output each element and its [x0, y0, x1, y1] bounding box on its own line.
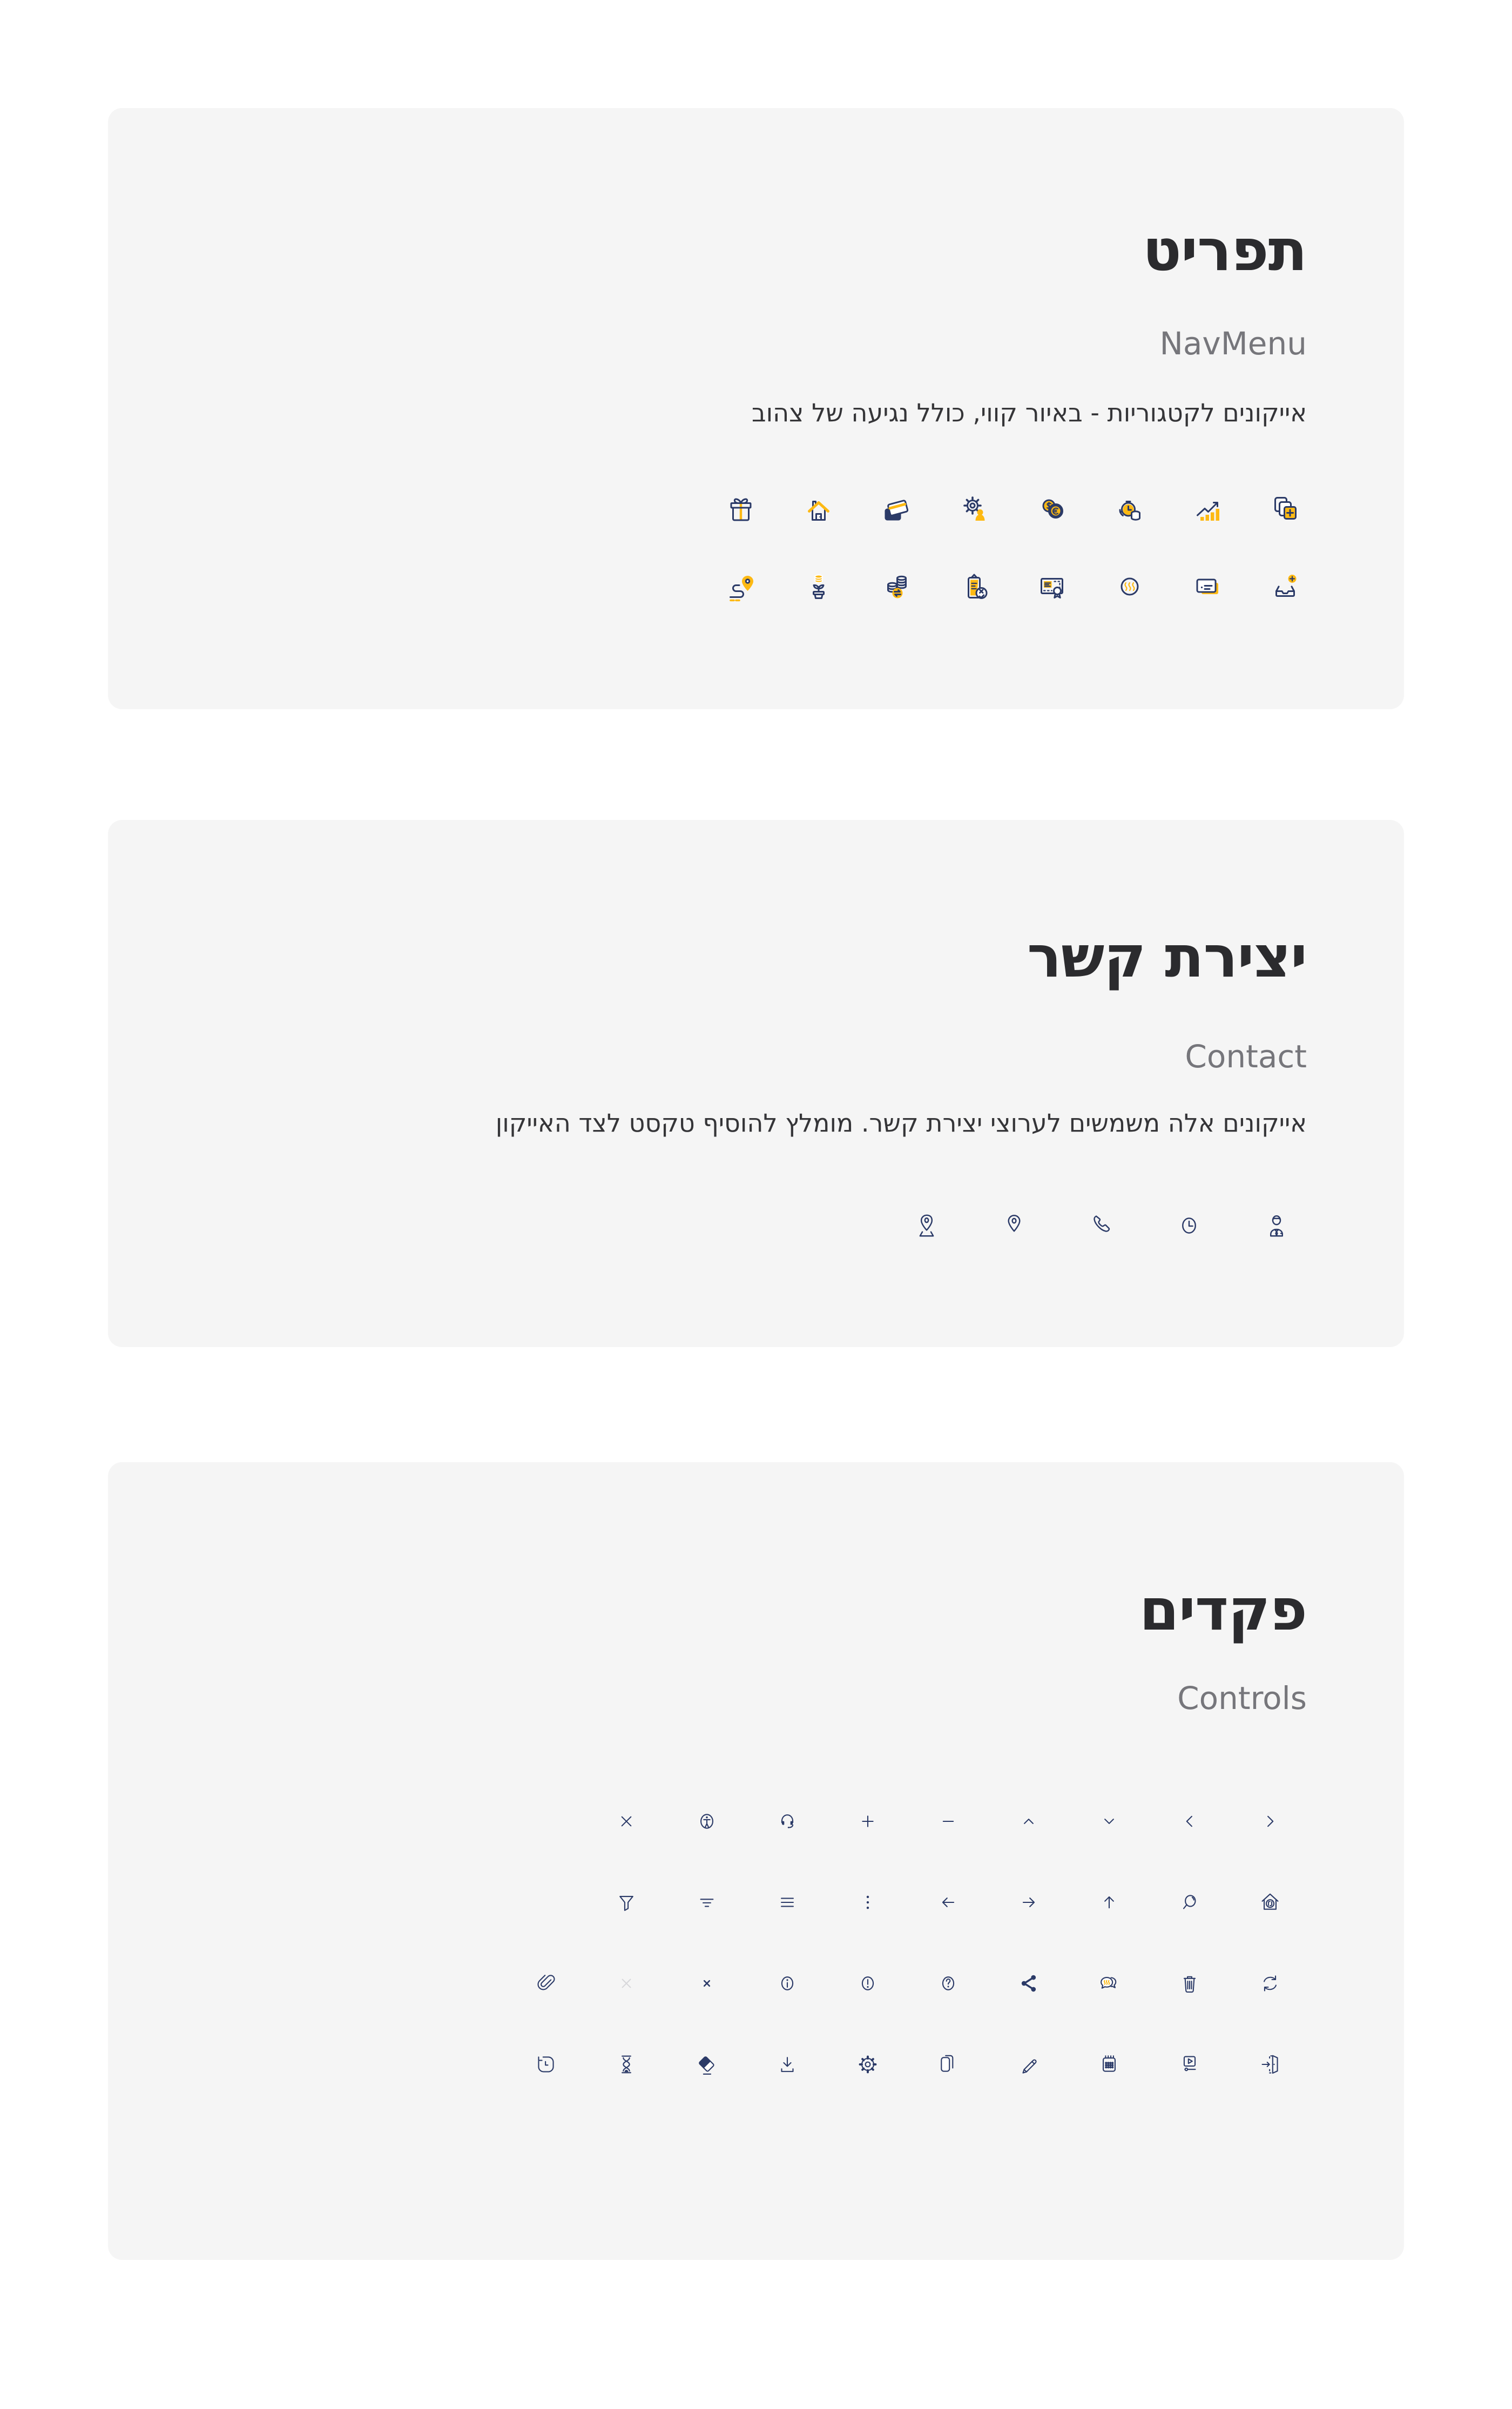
calendar-icon	[1069, 2047, 1149, 2082]
section-description: אייקונים אלה משמשים לערוצי יצירת קשר. מומלץ להוסיף טקסט לצד האייקון	[495, 1108, 1307, 1138]
stopwatch-coins-icon	[1091, 492, 1169, 526]
section-navmenu	[108, 108, 1404, 709]
house-icon	[780, 492, 858, 526]
section-description: אייקונים לקטגוריות - באיור קווי, כולל נגיעה של צהוב	[751, 398, 1307, 427]
chevron-up-icon	[988, 1804, 1069, 1839]
info-icon	[747, 1966, 827, 2001]
icon-row	[108, 569, 1404, 604]
section-controls	[108, 1462, 1404, 2260]
refresh-icon	[1230, 1966, 1310, 2001]
inbox-add-icon	[1246, 569, 1324, 604]
kebab-menu-icon	[827, 1885, 908, 1920]
icon-row	[108, 492, 1404, 526]
agent-icon	[1233, 1208, 1320, 1243]
copy-add-icon	[1246, 492, 1324, 526]
currency-coins-icon	[1013, 492, 1091, 526]
accessibility-icon	[666, 1804, 747, 1839]
eraser-icon	[666, 2047, 747, 2082]
chevron-right-icon	[1230, 1804, 1310, 1839]
phone-icon	[1058, 1208, 1145, 1243]
arrow-right-icon	[988, 1885, 1069, 1920]
close-icon	[586, 1804, 666, 1839]
filter-lines-icon	[666, 1885, 747, 1920]
coins-transfer-icon	[858, 569, 935, 604]
icon-row	[108, 2047, 1404, 2082]
alert-icon	[827, 1966, 908, 2001]
headset-icon	[747, 1804, 827, 1839]
hourglass-icon	[586, 2047, 666, 2082]
gift-icon	[702, 492, 780, 526]
plus-icon	[827, 1804, 908, 1839]
chevron-down-icon	[1069, 1804, 1149, 1839]
icon-grid	[108, 492, 1404, 604]
arrow-up-icon	[1069, 1885, 1149, 1920]
icon-row	[108, 1885, 1404, 1920]
shekel-circle-icon	[1091, 569, 1169, 604]
card-list-icon	[1169, 569, 1246, 604]
question-icon	[908, 1966, 988, 2001]
section-subtitle: Contact	[1185, 1038, 1307, 1075]
share-icon	[988, 1966, 1069, 2001]
door-enter-icon	[1230, 2047, 1310, 2082]
settings-icon	[827, 2047, 908, 2082]
section-subtitle: Controls	[1177, 1680, 1307, 1717]
map-pin-icon	[970, 1208, 1058, 1243]
search-icon	[1149, 1885, 1230, 1920]
section-title: פקדים	[1139, 1577, 1307, 1643]
route-pin-icon	[702, 569, 780, 604]
gear-user-icon	[935, 492, 1013, 526]
section-subtitle: NavMenu	[1159, 325, 1307, 362]
chevron-left-icon	[1149, 1804, 1230, 1839]
icon-row	[108, 1804, 1404, 1839]
close-small-icon	[666, 1966, 747, 2001]
section-title: תפריט	[1142, 217, 1307, 284]
copy-icon	[908, 2047, 988, 2082]
filter-funnel-icon	[586, 1885, 666, 1920]
edit-pencil-icon	[988, 2047, 1069, 2082]
history-icon	[505, 2047, 586, 2082]
download-icon	[747, 2047, 827, 2082]
icon-row	[108, 1208, 1404, 1243]
minus-icon	[908, 1804, 988, 1839]
icon-grid	[108, 1208, 1404, 1243]
paperclip-icon	[505, 1966, 586, 2001]
house-shekel-icon	[1230, 1885, 1310, 1920]
video-player-icon	[1149, 2047, 1230, 2082]
certificate-icon	[1013, 569, 1091, 604]
chat-shekel-icon	[1069, 1966, 1149, 2001]
icon-gallery-page	[0, 108, 1512, 2260]
clipboard-tasks-icon	[935, 569, 1013, 604]
icon-row	[108, 1966, 1404, 2001]
clock-icon	[1145, 1208, 1233, 1243]
credit-cards-icon	[858, 492, 935, 526]
section-title: יצירת קשר	[1027, 924, 1307, 990]
money-plant-icon	[780, 569, 858, 604]
icon-grid	[108, 1804, 1404, 2082]
menu-icon	[747, 1885, 827, 1920]
section-contact	[108, 820, 1404, 1347]
trash-icon	[1149, 1966, 1230, 2001]
map-pin-base-icon	[883, 1208, 970, 1243]
growth-chart-icon	[1169, 492, 1246, 526]
close-disabled-icon	[586, 1966, 666, 2001]
arrow-left-icon	[908, 1885, 988, 1920]
